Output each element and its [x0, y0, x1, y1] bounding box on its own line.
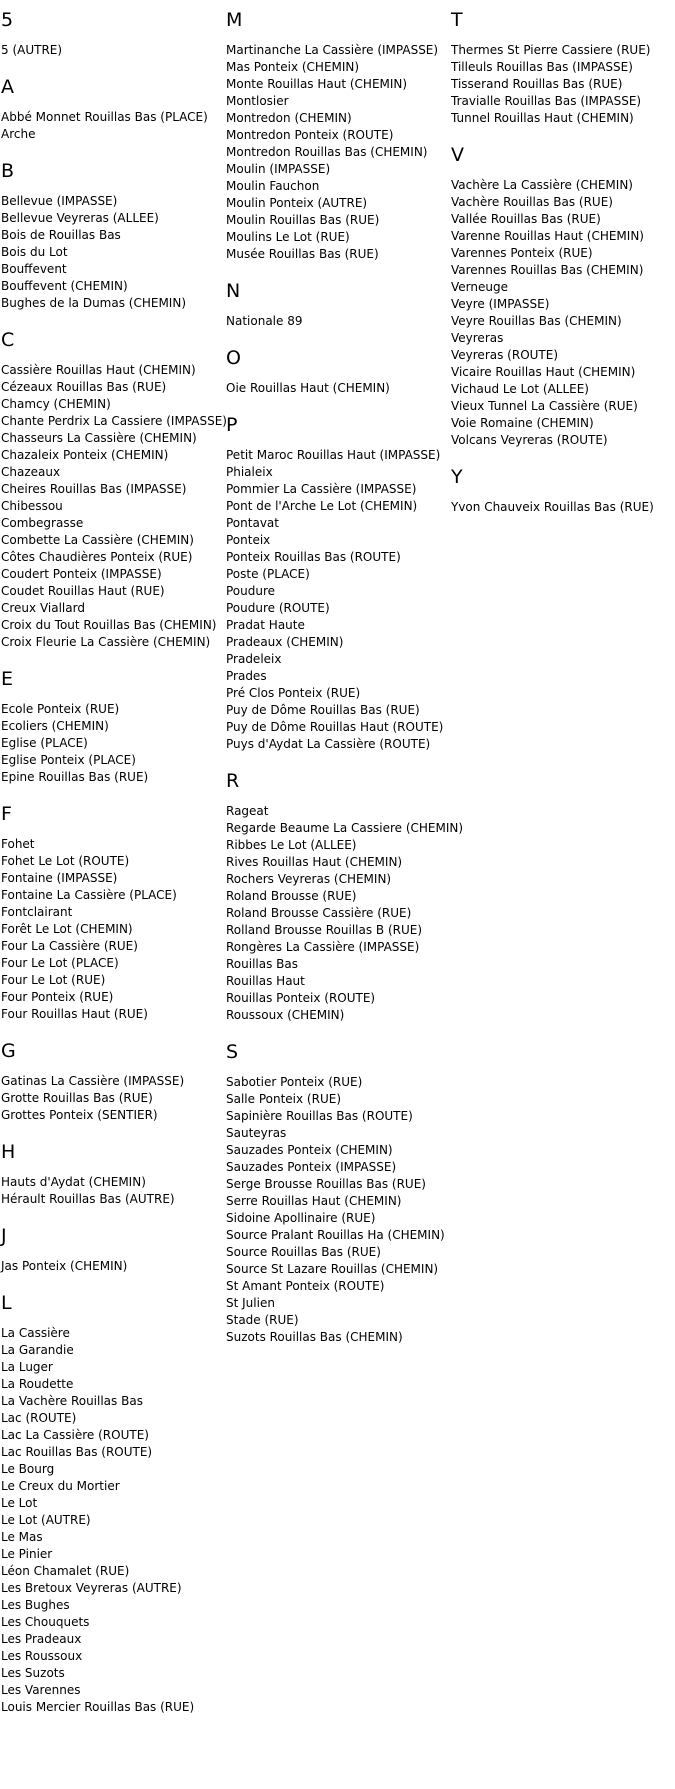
street-entry[interactable]: Grotte Rouillas Bas (RUE) — [1, 1091, 153, 1105]
street-entry[interactable]: Creux Viallard — [1, 601, 85, 615]
street-entry[interactable]: Le Bourg — [1, 1462, 55, 1476]
street-entry[interactable]: Volcans Veyreras (ROUTE) — [451, 433, 608, 447]
street-entry[interactable]: Ecoliers (CHEMIN) — [1, 719, 109, 733]
street-entry[interactable]: Four Le Lot (RUE) — [1, 973, 106, 987]
street-list — [1, 362, 227, 651]
street-entry[interactable]: Le Creux du Mortier — [1, 1479, 120, 1493]
letter-section — [226, 415, 448, 753]
street-entry[interactable]: Serre Rouillas Haut (CHEMIN) — [226, 1194, 402, 1208]
street-entry[interactable]: Combette La Cassière (CHEMIN) — [1, 533, 194, 547]
street-entry[interactable]: Lac (ROUTE) — [1, 1411, 77, 1425]
letter-section — [451, 467, 673, 516]
street-entry[interactable]: Louis Mercier Rouillas Bas (RUE) — [1, 1700, 195, 1714]
street-entry[interactable]: Moulins Le Lot (RUE) — [226, 230, 350, 244]
street-entry[interactable]: Bouffevent — [1, 262, 67, 276]
street-entry[interactable]: Ponteix — [226, 533, 271, 547]
street-entry[interactable]: Four Le Lot (PLACE) — [1, 956, 119, 970]
street-list — [1, 109, 223, 143]
street-entry[interactable]: Le Lot — [1, 1496, 38, 1510]
street-list — [451, 177, 673, 449]
street-entry[interactable]: Chamcy (CHEMIN) — [1, 397, 111, 411]
street-entry[interactable]: Croix Fleurie La Cassière (CHEMIN) — [1, 635, 211, 649]
street-entry[interactable]: Arche — [1, 127, 36, 141]
street-entry[interactable]: Yvon Chauveix Rouillas Bas (RUE) — [451, 500, 654, 514]
street-entry[interactable]: Montlosier — [226, 94, 289, 108]
street-entry[interactable]: Pradeaux (CHEMIN) — [226, 635, 344, 649]
street-entry[interactable]: Fontaine (IMPASSE) — [1, 871, 118, 885]
street-entry[interactable]: Vieux Tunnel La Cassière (RUE) — [451, 399, 638, 413]
street-entry[interactable]: Eglise (PLACE) — [1, 736, 88, 750]
street-entry[interactable]: Vallée Rouillas Bas (RUE) — [451, 212, 601, 226]
street-entry[interactable]: Veyreras — [451, 331, 504, 345]
letter-section — [226, 1042, 448, 1346]
letter-heading: B — [1, 160, 15, 182]
street-entry[interactable]: Montredon Rouillas Bas (CHEMIN) — [226, 145, 428, 159]
letter-heading: T — [451, 9, 463, 31]
street-entry[interactable]: Varennes Rouillas Bas (CHEMIN) — [451, 263, 644, 277]
street-entry[interactable]: Vachère La Cassière (CHEMIN) — [451, 178, 633, 192]
letter-section — [226, 348, 448, 397]
street-list — [1, 1073, 223, 1124]
letter-section — [1, 161, 223, 312]
letter-section — [1, 1293, 223, 1716]
letter-heading: H — [1, 1141, 16, 1163]
street-entry[interactable]: Petit Maroc Rouillas Haut (IMPASSE) — [226, 448, 441, 462]
street-entry[interactable]: Montredon (CHEMIN) — [226, 111, 352, 125]
street-entry[interactable]: Eglise Ponteix (PLACE) — [1, 753, 136, 767]
letter-section — [1, 1226, 223, 1275]
street-entry[interactable]: La Luger — [1, 1360, 53, 1374]
street-entry[interactable]: Cassière Rouillas Haut (CHEMIN) — [1, 363, 196, 377]
letter-heading: O — [226, 347, 241, 369]
street-list — [1, 701, 223, 786]
street-entry[interactable]: Moulin Ponteix (AUTRE) — [226, 196, 368, 210]
street-entry[interactable]: Combegrasse — [1, 516, 84, 530]
street-entry[interactable]: Vicaire Rouillas Haut (CHEMIN) — [451, 365, 636, 379]
street-entry[interactable]: Vichaud Le Lot (ALLEE) — [451, 382, 589, 396]
street-entry[interactable]: Tisserand Rouillas Bas (RUE) — [451, 77, 623, 91]
letter-heading: P — [226, 414, 238, 436]
street-entry[interactable]: Pradeleix — [226, 652, 282, 666]
index-column — [226, 0, 464, 1346]
street-entry[interactable]: Lac La Cassière (ROUTE) — [1, 1428, 149, 1442]
street-entry[interactable]: Serge Brousse Rouillas Bas (RUE) — [226, 1177, 426, 1191]
street-entry[interactable]: Sapinière Rouillas Bas (ROUTE) — [226, 1109, 413, 1123]
street-entry[interactable]: Rives Rouillas Haut (CHEMIN) — [226, 855, 403, 869]
letter-heading: F — [1, 803, 12, 825]
letter-heading: 5 — [1, 9, 14, 31]
street-list — [1, 1325, 223, 1716]
letter-heading: V — [451, 144, 464, 166]
index-column — [1, 0, 227, 1716]
street-entry[interactable]: Chante Perdrix La Cassiere (IMPASSE) — [1, 414, 227, 428]
letter-heading: S — [226, 1041, 239, 1063]
street-entry[interactable]: Sabotier Ponteix (RUE) — [226, 1075, 363, 1089]
street-list — [451, 42, 673, 127]
street-entry[interactable]: Epine Rouillas Bas (RUE) — [1, 770, 149, 784]
street-list — [226, 1074, 448, 1346]
street-entry[interactable]: Verneuge — [451, 280, 508, 294]
street-entry[interactable]: Martinanche La Cassière (IMPASSE) — [226, 43, 439, 57]
street-list — [226, 42, 448, 263]
street-entry[interactable]: Four La Cassière (RUE) — [1, 939, 138, 953]
letter-section — [451, 145, 673, 449]
street-entry[interactable]: Poste (PLACE) — [226, 567, 310, 581]
letter-heading: N — [226, 280, 241, 302]
street-entry[interactable]: Lac Rouillas Bas (ROUTE) — [1, 1445, 153, 1459]
street-entry[interactable]: Fohet — [1, 837, 35, 851]
street-list — [1, 1174, 223, 1208]
street-entry[interactable]: Mas Ponteix (CHEMIN) — [226, 60, 360, 74]
letter-section — [451, 10, 673, 127]
street-entry[interactable]: Le Lot (AUTRE) — [1, 1513, 91, 1527]
street-entry[interactable]: Les Suzots — [1, 1666, 65, 1680]
street-entry[interactable]: Travialle Rouillas Bas (IMPASSE) — [451, 94, 642, 108]
street-entry[interactable]: Tilleuls Rouillas Bas (IMPASSE) — [451, 60, 633, 74]
index-column — [451, 0, 673, 516]
letter-section — [1, 1142, 223, 1208]
letter-section — [1, 10, 223, 59]
street-entry[interactable]: Chazeaux — [1, 465, 61, 479]
street-entry[interactable]: Bouffevent (CHEMIN) — [1, 279, 128, 293]
street-entry[interactable]: Puy de Dôme Rouillas Haut (ROUTE) — [226, 720, 444, 734]
street-entry[interactable]: Source Pralant Rouillas Ha (CHEMIN) — [226, 1228, 445, 1242]
street-entry[interactable]: Les Chouquets — [1, 1615, 90, 1629]
street-entry[interactable]: Le Mas — [1, 1530, 43, 1544]
street-entry[interactable]: Cézeaux Rouillas Bas (RUE) — [1, 380, 167, 394]
street-entry[interactable]: 5 (AUTRE) — [1, 43, 63, 57]
street-entry[interactable]: Hérault Rouillas Bas (AUTRE) — [1, 1192, 175, 1206]
street-entry[interactable]: Voie Romaine (CHEMIN) — [451, 416, 594, 430]
street-entry[interactable]: Source St Lazare Rouillas (CHEMIN) — [226, 1262, 439, 1276]
street-entry[interactable]: Pré Clos Ponteix (RUE) — [226, 686, 361, 700]
street-entry[interactable]: Bellevue (IMPASSE) — [1, 194, 118, 208]
street-list — [1, 1258, 223, 1275]
street-entry[interactable]: La Vachère Rouillas Bas — [1, 1394, 143, 1408]
street-entry[interactable]: Hauts d'Aydat (CHEMIN) — [1, 1175, 146, 1189]
letter-section — [1, 669, 223, 786]
street-entry[interactable]: Monte Rouillas Haut (CHEMIN) — [226, 77, 408, 91]
street-entry[interactable]: Grottes Ponteix (SENTIER) — [1, 1108, 158, 1122]
street-entry[interactable]: Bughes de la Dumas (CHEMIN) — [1, 296, 186, 310]
letter-section — [1, 77, 223, 143]
letter-heading: C — [1, 329, 15, 351]
street-list — [226, 447, 448, 753]
street-entry[interactable]: La Cassière — [1, 1326, 70, 1340]
street-entry[interactable]: Rongères La Cassière (IMPASSE) — [226, 940, 420, 954]
street-entry[interactable]: Stade (RUE) — [226, 1313, 299, 1327]
street-entry[interactable]: Pradat Haute — [226, 618, 305, 632]
street-entry[interactable]: Forêt Le Lot (CHEMIN) — [1, 922, 133, 936]
street-entry[interactable]: Tunnel Rouillas Haut (CHEMIN) — [451, 111, 634, 125]
street-entry[interactable]: Roland Brousse (RUE) — [226, 889, 357, 903]
letter-section — [1, 804, 223, 1023]
street-entry[interactable]: Phialeix — [226, 465, 273, 479]
street-entry[interactable]: Bellevue Veyreras (ALLEE) — [1, 211, 159, 225]
letter-heading: M — [226, 9, 243, 31]
street-entry[interactable]: Four Ponteix (RUE) — [1, 990, 114, 1004]
street-entry[interactable]: Fontaine La Cassière (PLACE) — [1, 888, 177, 902]
street-entry[interactable]: La Roudette — [1, 1377, 74, 1391]
street-entry[interactable]: Rouillas Ponteix (ROUTE) — [226, 991, 376, 1005]
letter-heading: L — [1, 1292, 12, 1314]
street-entry[interactable]: Nationale 89 — [226, 314, 303, 328]
street-entry[interactable]: Rouillas Bas — [226, 957, 299, 971]
street-list — [451, 499, 673, 516]
street-entry[interactable]: Roussoux (CHEMIN) — [226, 1008, 345, 1022]
street-entry[interactable]: Sauzades Ponteix (CHEMIN) — [226, 1143, 393, 1157]
street-entry[interactable]: Coudert Ponteix (IMPASSE) — [1, 567, 162, 581]
street-entry[interactable]: Rolland Brousse Rouillas B (RUE) — [226, 923, 423, 937]
street-entry[interactable]: Musée Rouillas Bas (RUE) — [226, 247, 379, 261]
letter-heading: A — [1, 76, 14, 98]
street-list — [226, 313, 448, 330]
street-entry[interactable]: Suzots Rouillas Bas (CHEMIN) — [226, 1330, 403, 1344]
street-entry[interactable]: Four Rouillas Haut (RUE) — [1, 1007, 148, 1021]
letter-heading: R — [226, 770, 240, 792]
street-entry[interactable]: Les Pradeaux — [1, 1632, 82, 1646]
street-entry[interactable]: Abbé Monnet Rouillas Bas (PLACE) — [1, 110, 208, 124]
street-list — [1, 193, 223, 312]
street-entry[interactable]: Chasseurs La Cassière (CHEMIN) — [1, 431, 197, 445]
street-entry[interactable]: Les Bughes — [1, 1598, 70, 1612]
street-entry[interactable]: Sauteyras — [226, 1126, 287, 1140]
street-entry[interactable]: Poudure (ROUTE) — [226, 601, 330, 615]
street-entry[interactable]: Oie Rouillas Haut (CHEMIN) — [226, 381, 390, 395]
street-entry[interactable]: Sauzades Ponteix (IMPASSE) — [226, 1160, 397, 1174]
street-entry[interactable]: Cheires Rouillas Bas (IMPASSE) — [1, 482, 187, 496]
street-entry[interactable]: Le Pinier — [1, 1547, 53, 1561]
street-entry[interactable]: Jas Ponteix (CHEMIN) — [1, 1259, 128, 1273]
street-entry[interactable]: St Amant Ponteix (ROUTE) — [226, 1279, 385, 1293]
letter-heading: G — [1, 1040, 16, 1062]
letter-heading: Y — [451, 466, 463, 488]
street-entry[interactable]: Veyreras (ROUTE) — [451, 348, 559, 362]
street-entry[interactable]: St Julien — [226, 1296, 275, 1310]
street-entry[interactable]: Moulin Rouillas Bas (RUE) — [226, 213, 380, 227]
street-entry[interactable]: Veyre (IMPASSE) — [451, 297, 550, 311]
street-list — [1, 42, 223, 59]
street-entry[interactable]: Chazaleix Ponteix (CHEMIN) — [1, 448, 169, 462]
street-entry[interactable]: Salle Ponteix (RUE) — [226, 1092, 341, 1106]
street-entry[interactable]: Moulin (IMPASSE) — [226, 162, 331, 176]
street-entry[interactable]: Chibessou — [1, 499, 63, 513]
street-entry[interactable]: Léon Chamalet (RUE) — [1, 1564, 130, 1578]
street-entry[interactable]: Poudure — [226, 584, 276, 598]
letter-section — [226, 770, 464, 1024]
letter-section — [1, 1041, 223, 1124]
letter-heading: J — [1, 1225, 7, 1247]
street-entry[interactable]: Montredon Ponteix (ROUTE) — [226, 128, 394, 142]
street-entry[interactable]: Prades — [226, 669, 267, 683]
street-entry[interactable]: Ponteix Rouillas Bas (ROUTE) — [226, 550, 401, 564]
letter-section — [226, 281, 448, 330]
street-list — [226, 380, 448, 397]
street-entry[interactable]: Coudet Rouillas Haut (RUE) — [1, 584, 165, 598]
letter-section — [1, 329, 227, 651]
street-entry[interactable]: Gatinas La Cassière (IMPASSE) — [1, 1074, 185, 1088]
street-entry[interactable]: Varenne Rouillas Haut (CHEMIN) — [451, 229, 644, 243]
street-entry[interactable]: Rageat — [226, 804, 269, 818]
street-entry[interactable]: Puy de Dôme Rouillas Bas (RUE) — [226, 703, 420, 717]
street-entry[interactable]: Rochers Veyreras (CHEMIN) — [226, 872, 392, 886]
street-entry[interactable]: Pont de l'Arche Le Lot (CHEMIN) — [226, 499, 418, 513]
street-entry[interactable]: Côtes Chaudières Ponteix (RUE) — [1, 550, 193, 564]
street-entry[interactable]: Sidoine Apollinaire (RUE) — [226, 1211, 376, 1225]
street-entry[interactable]: Regarde Beaume La Cassiere (CHEMIN) — [226, 821, 464, 835]
street-list — [1, 836, 223, 1023]
street-entry[interactable]: Vachère Rouillas Bas (RUE) — [451, 195, 613, 209]
street-entry[interactable]: Moulin Fauchon — [226, 179, 320, 193]
street-entry[interactable]: Croix du Tout Rouillas Bas (CHEMIN) — [1, 618, 217, 632]
street-entry[interactable]: Fontclairant — [1, 905, 73, 919]
letter-heading: E — [1, 668, 14, 690]
street-entry[interactable]: Pontavat — [226, 516, 279, 530]
street-entry[interactable]: Pommier La Cassière (IMPASSE) — [226, 482, 417, 496]
street-entry[interactable]: Les Bretoux Veyreras (AUTRE) — [1, 1581, 182, 1595]
street-entry[interactable]: Fohet Le Lot (ROUTE) — [1, 854, 130, 868]
street-entry[interactable]: Varennes Ponteix (RUE) — [451, 246, 593, 260]
street-entry[interactable]: Thermes St Pierre Cassiere (RUE) — [451, 43, 651, 57]
street-entry[interactable]: Rouillas Haut — [226, 974, 305, 988]
street-entry[interactable]: Roland Brousse Cassière (RUE) — [226, 906, 412, 920]
street-entry[interactable]: Puys d'Aydat La Cassière (ROUTE) — [226, 737, 431, 751]
street-entry[interactable]: La Garandie — [1, 1343, 74, 1357]
street-entry[interactable]: Source Rouillas Bas (RUE) — [226, 1245, 381, 1259]
letter-section — [226, 10, 448, 263]
street-entry[interactable]: Bois de Rouillas Bas — [1, 228, 121, 242]
street-list — [226, 803, 464, 1024]
street-entry[interactable]: Bois du Lot — [1, 245, 68, 259]
street-entry[interactable]: Veyre Rouillas Bas (CHEMIN) — [451, 314, 622, 328]
street-entry[interactable]: Les Roussoux — [1, 1649, 83, 1663]
street-entry[interactable]: Ribbes Le Lot (ALLEE) — [226, 838, 357, 852]
street-entry[interactable]: Les Varennes — [1, 1683, 81, 1697]
street-entry[interactable]: Ecole Ponteix (RUE) — [1, 702, 120, 716]
